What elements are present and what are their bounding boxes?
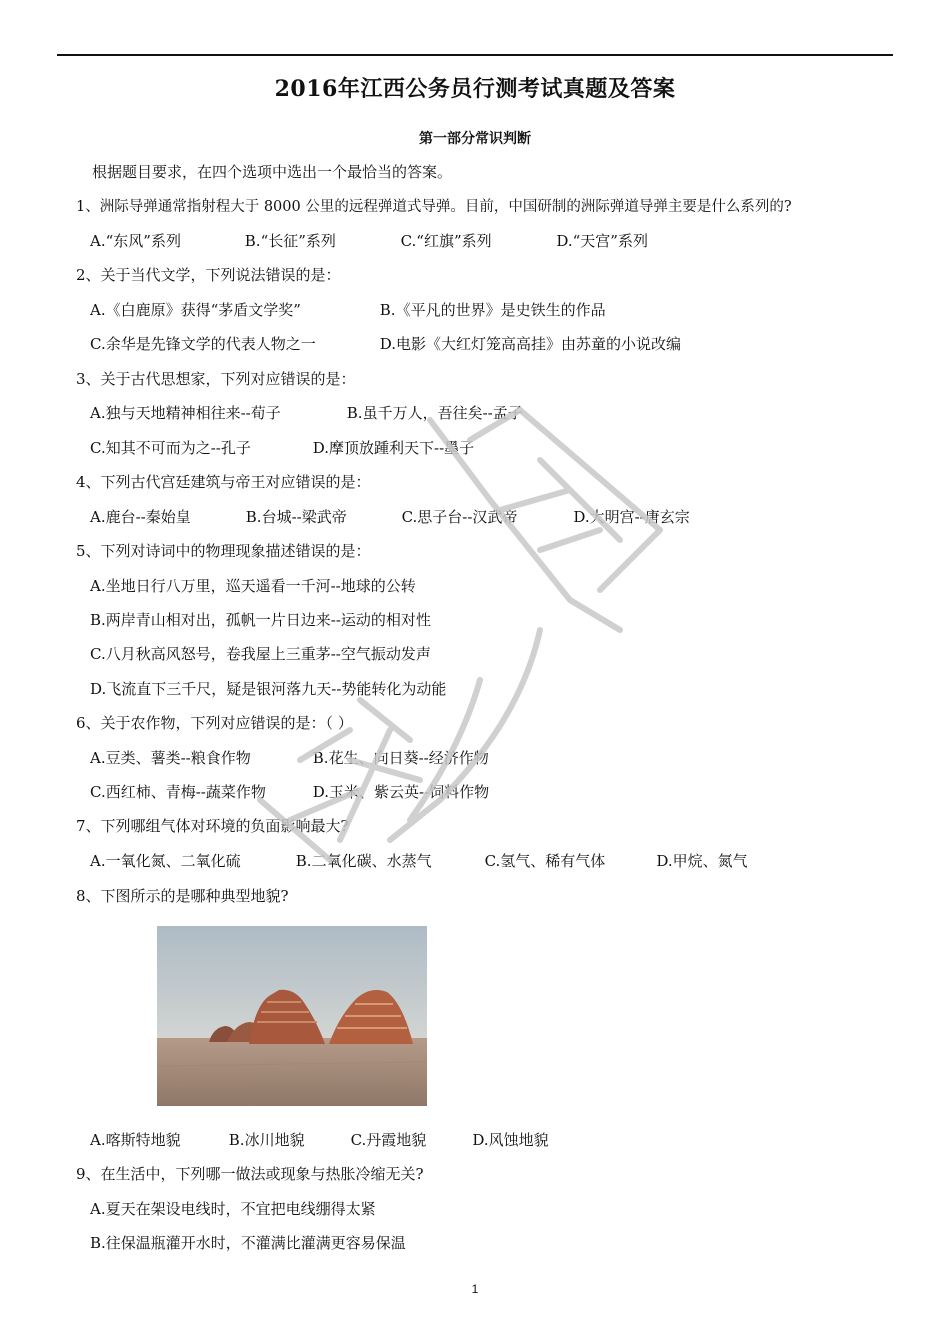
question-7-option-a: A.一氧化氮、二氧化硫 xyxy=(90,852,241,870)
question-4-option-a: A.鹿台--秦始皇 xyxy=(90,508,191,526)
question-9-stem: 9、在生活中，下列哪一做法或现象与热胀冷缩无关? xyxy=(76,1165,424,1183)
question-6-option-a: A.豆类、薯类--粮食作物 xyxy=(90,749,251,767)
question-6-option-d: D.玉米、紫云英--饲料作物 xyxy=(312,783,490,801)
question-3-stem: 3、关于古代思想家，下列对应错误的是： xyxy=(76,370,356,388)
question-1-options xyxy=(90,231,648,251)
question-4-options xyxy=(90,507,690,527)
question-5-option-b: B.两岸青山相对出，孤帆一片日边来--运动的相对性 xyxy=(90,611,431,629)
question-6-options-row-2 xyxy=(90,782,489,802)
instruction: 根据题目要求，在四个选项中选出一个最恰当的答案。 xyxy=(92,163,453,181)
question-3-options-row-1 xyxy=(90,403,523,423)
question-9-option-a: A.夏天在架设电线时，不宜把电线绷得太紧 xyxy=(90,1200,376,1218)
question-7-option-b: B.二氧化碳、水蒸气 xyxy=(295,852,432,870)
question-3-option-c: C.知其不可而为之--孔子 xyxy=(90,439,251,457)
question-6-option-c: C.西红柿、青梅--蔬菜作物 xyxy=(90,783,266,801)
question-2-option-c: C.余华是先锋文学的代表人物之一 xyxy=(90,335,316,353)
question-7-option-d: D.甲烷、氮气 xyxy=(656,852,748,870)
question-9-option-b: B.往保温瓶灌开水时，不灌满比灌满更容易保温 xyxy=(90,1234,406,1252)
question-1-option-c: C.“红旗”系列 xyxy=(400,232,492,250)
question-7-stem: 7、下列哪组气体对环境的负面影响最大? xyxy=(76,817,349,835)
question-6-stem: 6、关于农作物，下列对应错误的是：（ ） xyxy=(76,714,353,732)
question-1-stem: 1、洲际导弹通常指射程大于 8000 公里的远程弹道式导弹。目前，中国研制的洲际弹道导弹主要是什么系列的? xyxy=(76,199,792,215)
question-2-stem: 2、关于当代文学，下列说法错误的是： xyxy=(76,266,341,284)
question-4-option-b: B.台城--梁武帝 xyxy=(245,508,347,526)
page-number: 1 xyxy=(471,1282,479,1296)
question-5-option-d: D.飞流直下三千尺，疑是银河落九天--势能转化为动能 xyxy=(90,680,447,698)
question-8-option-b: B.冰川地貌 xyxy=(228,1131,305,1149)
question-3-option-d: D.摩顶放踵利天下--墨子 xyxy=(312,439,475,457)
question-4-option-c: C.思子台--汉武帝 xyxy=(401,508,518,526)
question-6-options-row-1 xyxy=(90,748,489,768)
question-7-option-c: C.氢气、稀有气体 xyxy=(484,852,606,870)
question-2-option-b: B.《平凡的世界》是史铁生的作品 xyxy=(379,301,606,319)
question-3-option-b: B.虽千万人，吾往矣--孟子 xyxy=(346,404,523,422)
question-8-options xyxy=(90,1130,549,1150)
question-4-option-d: D.大明宫--唐玄宗 xyxy=(573,508,690,526)
question-5-stem: 5、下列对诗词中的物理现象描述错误的是： xyxy=(76,542,371,560)
question-2-option-a: A.《白鹿原》获得“茅盾文学奖” xyxy=(90,301,301,319)
question-5-option-a: A.坐地日行八万里，巡天遥看一千河--地球的公转 xyxy=(90,577,416,595)
landform-photo xyxy=(157,926,427,1106)
question-7-options xyxy=(90,851,748,871)
question-3-option-a: A.独与天地精神相往来--荀子 xyxy=(90,404,281,422)
question-6-option-b: B.花生、向日葵--经济作物 xyxy=(312,749,489,767)
section-title: 第一部分常识判断 xyxy=(419,131,531,147)
question-1-option-d: D.“天宫”系列 xyxy=(556,232,648,250)
question-8-stem: 8、下图所示的是哪种典型地貌? xyxy=(76,887,289,905)
question-8-option-d: D.风蚀地貌 xyxy=(472,1131,549,1149)
question-2-options-row-2 xyxy=(90,334,681,354)
question-2-options-row-1 xyxy=(90,300,606,320)
question-5-option-c: C.八月秋高风怒号，卷我屋上三重茅--空气振动发声 xyxy=(90,645,431,663)
question-3-options-row-2 xyxy=(90,438,474,458)
question-8-option-a: A.喀斯特地貌 xyxy=(90,1131,181,1149)
question-2-option-d: D.电影《大红灯笼高高挂》由苏童的小说改编 xyxy=(379,335,682,353)
question-8-option-c: C.丹霞地貌 xyxy=(350,1131,427,1149)
header-rule xyxy=(57,54,893,56)
question-1-option-a: A.“东风”系列 xyxy=(90,232,181,250)
question-4-stem: 4、下列古代宫廷建筑与帝王对应错误的是： xyxy=(76,473,371,491)
page-title: 2016年江西公务员行测考试真题及答案 xyxy=(274,76,676,102)
question-1-option-b: B.“长征”系列 xyxy=(244,232,336,250)
